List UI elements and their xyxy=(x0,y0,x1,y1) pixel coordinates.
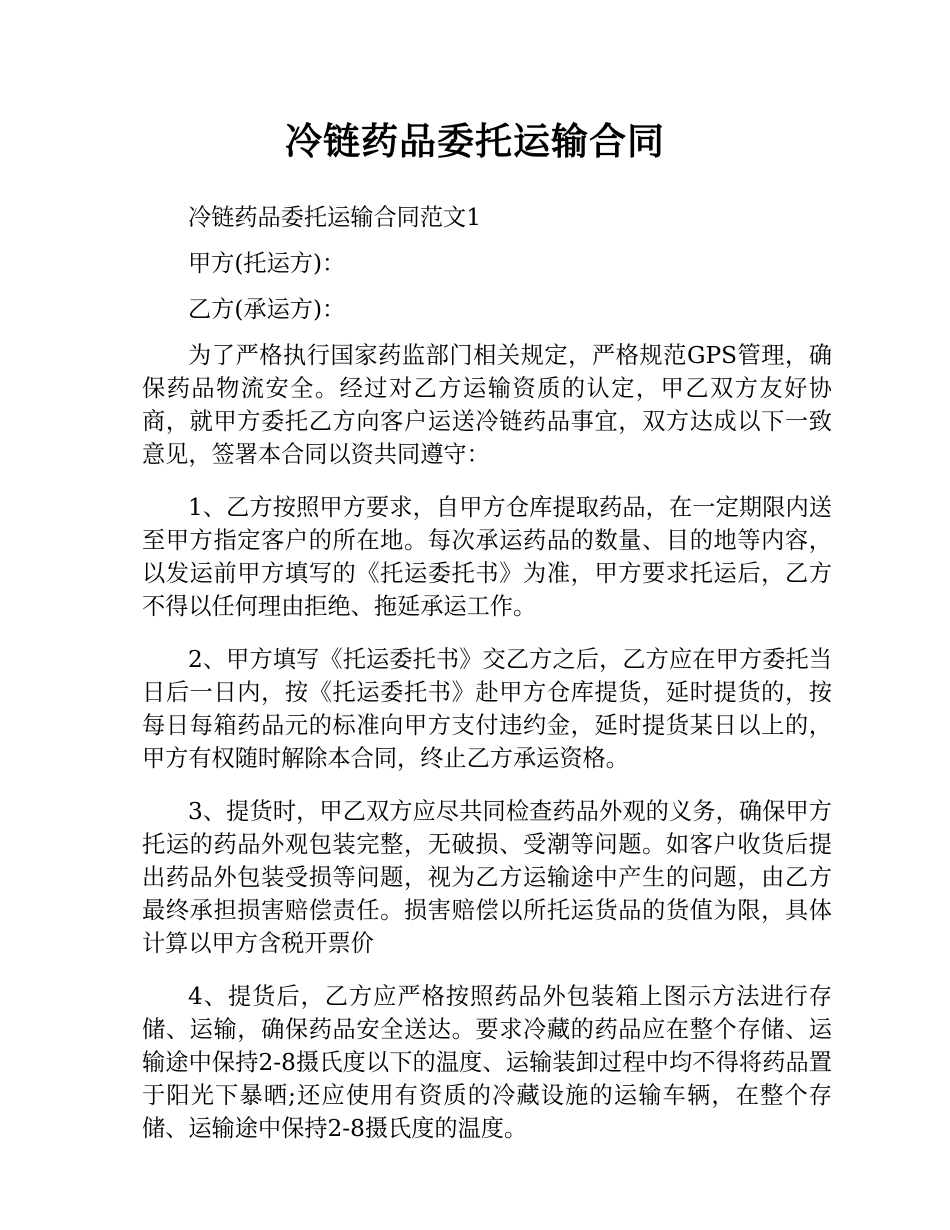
clause-1-paragraph: 1、乙方按照甲方要求，自甲方仓库提取药品，在一定期限内送至甲方指定客户的所在地。每次承运药品的数量、目的地等内容，以发运前甲方填写的《托运委托书》为准，甲方要求托运后，乙方不得以任何理由拒绝、拖延承运工作。 xyxy=(142,494,832,620)
document-title: 冷链药品委托运输合同 xyxy=(285,120,665,163)
preamble-paragraph: 为了严格执行国家药监部门相关规定，严格规范GPS管理，确保药品物流安全。经过对乙方运输资质的认定，甲乙双方友好协商，就甲方委托乙方向客户运送冷链药品事宜，双方达成以下一致意见，签署本合同以资共同遵守： xyxy=(142,342,832,468)
document-subtitle: 冷链药品委托运输合同范文1 xyxy=(188,204,482,231)
clause-3-paragraph: 3、提货时，甲乙双方应尽共同检查药品外观的义务，确保甲方托运的药品外观包装完整，无破损、受潮等问题。如客户收货后提出药品外包装受损等问题，视为乙方运输途中产生的问题，由乙方最终承担损害赔偿责任。损害赔偿以所托运货品的货值为限，具体计算以甲方含税开票价 xyxy=(142,798,832,957)
party-a-line: 甲方(托运方)： xyxy=(188,250,346,277)
clause-4-paragraph: 4、提货后，乙方应严格按照药品外包装箱上图示方法进行存储、运输，确保药品安全送达。要求冷藏的药品应在整个存储、运输途中保持2-8摄氏度以下的温度、运输装卸过程中均不得将药品置于阳光下暴晒;还应使用有资质的冷藏设施的运输车辆，在整个存储、运输途中保持2-8摄氏度的温度。 xyxy=(142,983,832,1142)
document-body xyxy=(142,201,832,1165)
party-b-line: 乙方(承运方)： xyxy=(188,296,346,323)
clause-2-paragraph: 2、甲方填写《托运委托书》交乙方之后，乙方应在甲方委托当日后一日内，按《托运委托书》赴甲方仓库提货，延时提货的，按每日每箱药品元的标准向甲方支付违约金，延时提货某日以上的，甲方有权随时解除本合同，终止乙方承运资格。 xyxy=(142,646,832,772)
